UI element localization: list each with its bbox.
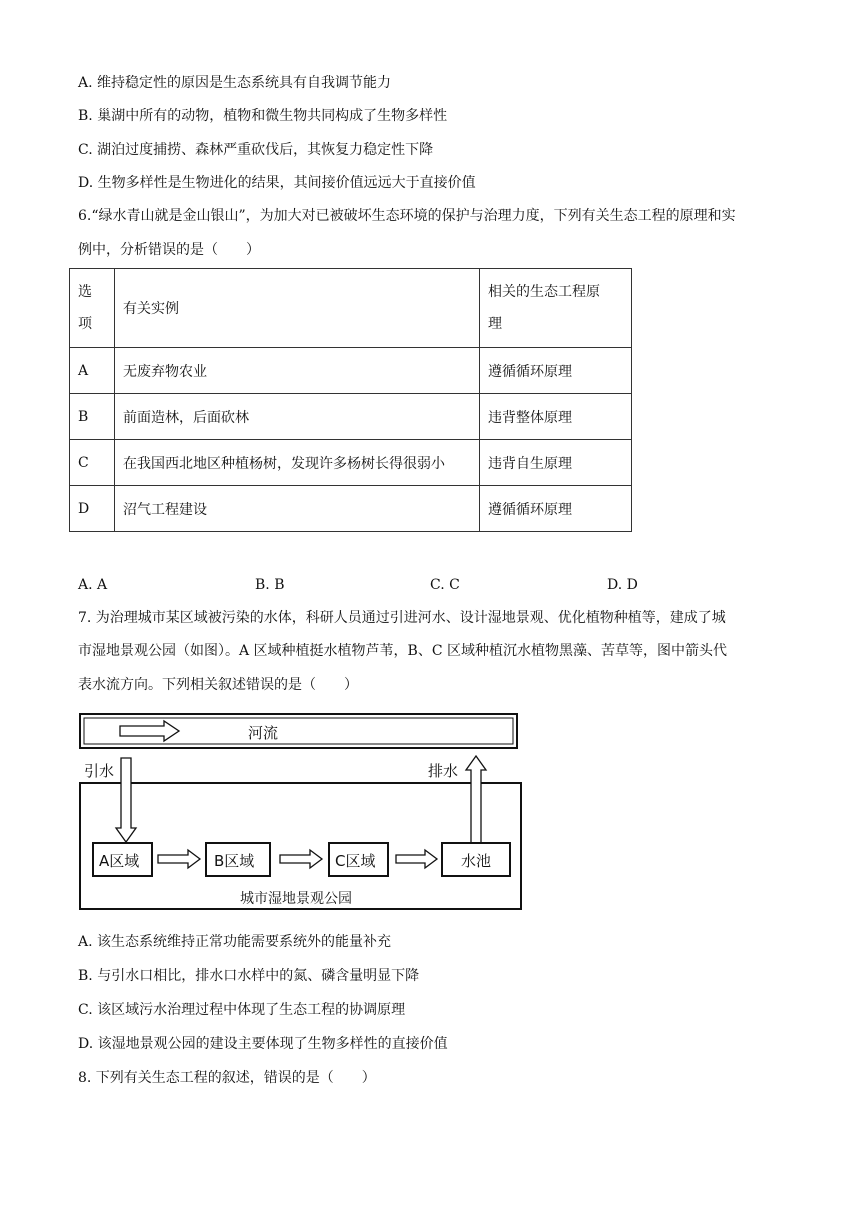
q5-option-b: B. 巢湖中所有的动物，植物和微生物共同构成了生物多样性	[78, 108, 448, 124]
row-example: 无废弃物农业	[115, 348, 480, 394]
q7-option-d: D. 该湿地景观公园的建设主要体现了生物多样性的直接价值	[78, 1036, 448, 1052]
header-principle-cell	[480, 269, 632, 348]
header-option-cell	[70, 269, 115, 348]
q7-stem-line1: 7. 为治理城市某区域被污染的水体，科研人员通过引进河水、设计湿地景观、优化植物种植等，建成了城	[78, 610, 726, 626]
header-example-label: 有关实例	[123, 301, 179, 317]
header-option-char1: 选	[78, 284, 92, 300]
outlet-arrow	[466, 756, 486, 847]
zone-b-label: B区域	[214, 852, 255, 870]
q6-stem-line2: 例中，分析错误的是（ ）	[78, 242, 260, 258]
row-principle: 遵循循环原理	[480, 486, 632, 532]
intake-arrow	[116, 758, 136, 842]
row-example: 在我国西北地区种植杨树，发现许多杨树长得很弱小	[115, 440, 480, 486]
q7-stem-line3: 表水流方向。下列相关叙述错误的是（ ）	[78, 677, 358, 693]
row-option: C	[70, 440, 115, 486]
table-row	[70, 348, 632, 394]
q6-table	[69, 268, 632, 532]
row-option: D	[70, 486, 115, 532]
q6-option-b: B. B	[255, 577, 285, 593]
q8-stem: 8. 下列有关生态工程的叙述，错误的是（ ）	[78, 1070, 376, 1086]
q7-option-c: C. 该区域污水治理过程中体现了生态工程的协调原理	[78, 1002, 406, 1018]
row-principle: 遵循循环原理	[480, 348, 632, 394]
row-option: A	[70, 348, 115, 394]
header-principle-line2: 理	[488, 316, 502, 332]
park-label: 城市湿地景观公园	[240, 891, 352, 907]
wetland-diagram	[78, 712, 524, 912]
q5-option-d: D. 生物多样性是生物进化的结果，其间接价值远远大于直接价值	[78, 175, 476, 191]
q5-option-c: C. 湖泊过度捕捞、森林严重砍伐后，其恢复力稳定性下降	[78, 142, 434, 158]
flow-arrow-a-b	[158, 850, 200, 868]
row-principle: 违背整体原理	[480, 394, 632, 440]
row-example: 沼气工程建设	[115, 486, 480, 532]
table-row	[70, 394, 632, 440]
row-option: B	[70, 394, 115, 440]
table-row	[70, 486, 632, 532]
zone-c-label: C区域	[335, 852, 376, 870]
q7-option-a: A. 该生态系统维持正常功能需要系统外的能量补充	[78, 934, 392, 950]
header-option-char2: 项	[78, 316, 92, 332]
q6-option-c: C. C	[430, 577, 460, 593]
header-example-cell	[115, 269, 480, 348]
outlet-label: 排水	[428, 762, 459, 780]
q6-option-d: D. D	[607, 577, 638, 593]
q6-option-a: A. A	[78, 577, 108, 593]
flow-arrow-b-c	[280, 850, 322, 868]
table-header-row	[70, 269, 632, 348]
row-example: 前面造林，后面砍林	[115, 394, 480, 440]
river-flow-arrow	[120, 721, 179, 741]
q7-option-b: B. 与引水口相比，排水口水样中的氮、磷含量明显下降	[78, 968, 420, 984]
header-principle-line1: 相关的生态工程原	[488, 284, 600, 300]
q6-stem-line1: 6.“绿水青山就是金山银山”，为加大对已被破坏生态环境的保护与治理力度，下列有关生态工程的原理和实	[78, 208, 736, 224]
intake-label: 引水	[84, 762, 115, 780]
table-row	[70, 440, 632, 486]
river-label: 河流	[248, 724, 279, 742]
wetland-diagram-svg	[78, 712, 524, 912]
q7-stem-line2: 市湿地景观公园（如图）。A 区域种植挺水植物芦苇，B、C 区域种植沉水植物黑藻、苦草等，图中箭头代	[78, 643, 728, 659]
q5-option-a: A. 维持稳定性的原因是生态系统具有自我调节能力	[78, 75, 392, 91]
row-principle: 违背自生原理	[480, 440, 632, 486]
flow-arrow-c-pool	[396, 850, 437, 868]
pool-label: 水池	[461, 852, 492, 870]
zone-a-label: A区域	[99, 852, 140, 870]
